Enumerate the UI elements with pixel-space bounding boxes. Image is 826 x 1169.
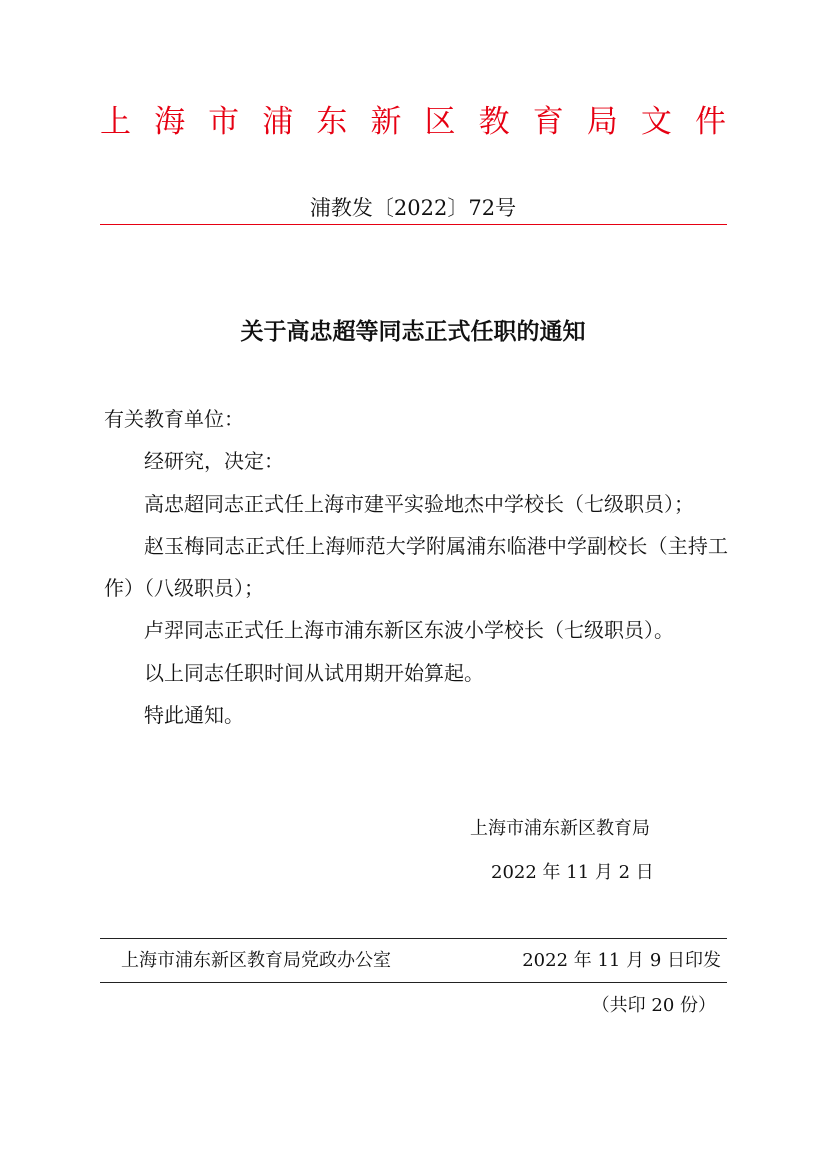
footer-top-divider xyxy=(100,938,727,939)
document-title: 关于高忠超等同志正式任职的通知 xyxy=(240,318,586,345)
footer-print-date: 2022 年 11 月 9 日印发 xyxy=(522,950,721,971)
body-paragraph-4: 卢羿同志正式任上海市浦东新区东波小学校长（七级职员）。 xyxy=(144,618,674,643)
signature-date: 2022 年 11 月 2 日 xyxy=(491,862,654,883)
signature-organization: 上海市浦东新区教育局 xyxy=(470,818,650,839)
salutation: 有关教育单位： xyxy=(104,407,244,431)
footer-issuing-office: 上海市浦东新区教育局党政办公室 xyxy=(121,950,391,971)
print-copies: （共印 20 份） xyxy=(591,995,716,1016)
footer-bottom-divider xyxy=(100,982,727,983)
body-paragraph-2: 高忠超同志正式任上海市建平实验地杰中学校长（七级职员）； xyxy=(144,491,694,516)
document-header-title: 上海市浦东新区教育局文件 xyxy=(100,104,726,140)
document-number: 浦教发〔2022〕72号 xyxy=(309,196,517,220)
body-paragraph-5: 以上同志任职时间从试用期开始算起。 xyxy=(144,660,484,685)
body-paragraph-3: 赵玉梅同志正式任上海师范大学附属浦东临港中学副校长（主持工作）（八级职员）； xyxy=(104,533,728,601)
header-red-divider xyxy=(100,224,727,225)
document-body xyxy=(104,398,728,736)
body-paragraph-1: 经研究，决定： xyxy=(144,449,284,474)
body-paragraph-6: 特此通知。 xyxy=(144,703,244,728)
